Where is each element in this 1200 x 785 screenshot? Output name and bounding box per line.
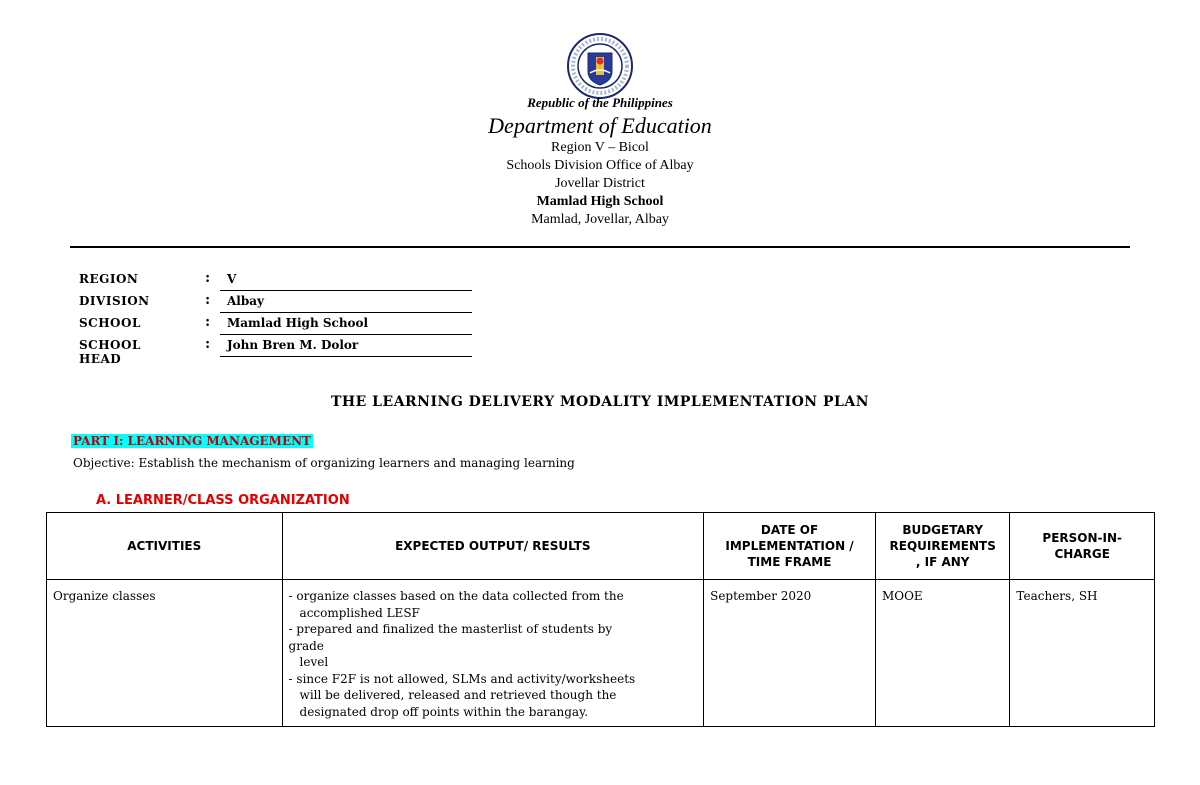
table-header-row xyxy=(47,513,1155,580)
school-line: Mamlad High School xyxy=(536,194,664,209)
info-label: DIVISION xyxy=(79,294,150,308)
division-line: Schools Division Office of Albay xyxy=(506,158,694,173)
cell-output: - organize classes based on the data collected from the accomplished LESF - prepared and finalized the masterlist of students by grade level - since F2F is not allowed, SLMs and activity/worksheets will be delivered, released and retrieved though the designated drop off points within the barangay. xyxy=(282,580,704,727)
republic-line: Republic of the Philippines xyxy=(527,95,673,110)
info-colon: : xyxy=(205,336,211,352)
info-value: V xyxy=(220,272,472,291)
info-value: Mamlad High School xyxy=(220,316,472,335)
info-label: SCHOOL HEAD xyxy=(79,338,141,366)
part-heading: PART I: LEARNING MANAGEMENT xyxy=(73,434,311,448)
cell-person: Teachers, SH xyxy=(1010,580,1155,727)
col-header-date: DATE OF IMPLEMENTATION / TIME FRAME xyxy=(704,513,876,580)
address-line: Mamlad, Jovellar, Albay xyxy=(531,212,669,227)
plan-title: THE LEARNING DELIVERY MODALITY IMPLEMENTATION PLAN xyxy=(330,394,870,410)
objective-text: Objective: Establish the mechanism of organizing learners and managing learning xyxy=(73,456,575,470)
info-colon: : xyxy=(205,270,211,286)
info-label: SCHOOL xyxy=(79,316,141,330)
cell-activity: Organize classes xyxy=(47,580,283,727)
info-label: REGION xyxy=(79,272,139,286)
plan-table xyxy=(46,512,1155,727)
info-value: John Bren M. Dolor xyxy=(220,338,472,357)
section-heading: A. LEARNER/CLASS ORGANIZATION xyxy=(96,493,350,508)
info-value: Albay xyxy=(220,294,472,313)
table-row xyxy=(47,580,1155,727)
col-header-activities: ACTIVITIES xyxy=(47,513,283,580)
header-divider xyxy=(70,246,1130,248)
region-line: Region V – Bicol xyxy=(551,140,649,155)
deped-seal-icon xyxy=(567,33,633,99)
department-title: Department of Education xyxy=(488,113,712,138)
col-header-person: PERSON-IN- CHARGE xyxy=(1010,513,1155,580)
district-line: Jovellar District xyxy=(555,176,645,191)
cell-date: September 2020 xyxy=(704,580,876,727)
info-colon: : xyxy=(205,314,211,330)
info-colon: : xyxy=(205,292,211,308)
col-header-budget: BUDGETARY REQUIREMENTS , IF ANY xyxy=(875,513,1009,580)
cell-budget: MOOE xyxy=(875,580,1009,727)
col-header-output: EXPECTED OUTPUT/ RESULTS xyxy=(282,513,704,580)
